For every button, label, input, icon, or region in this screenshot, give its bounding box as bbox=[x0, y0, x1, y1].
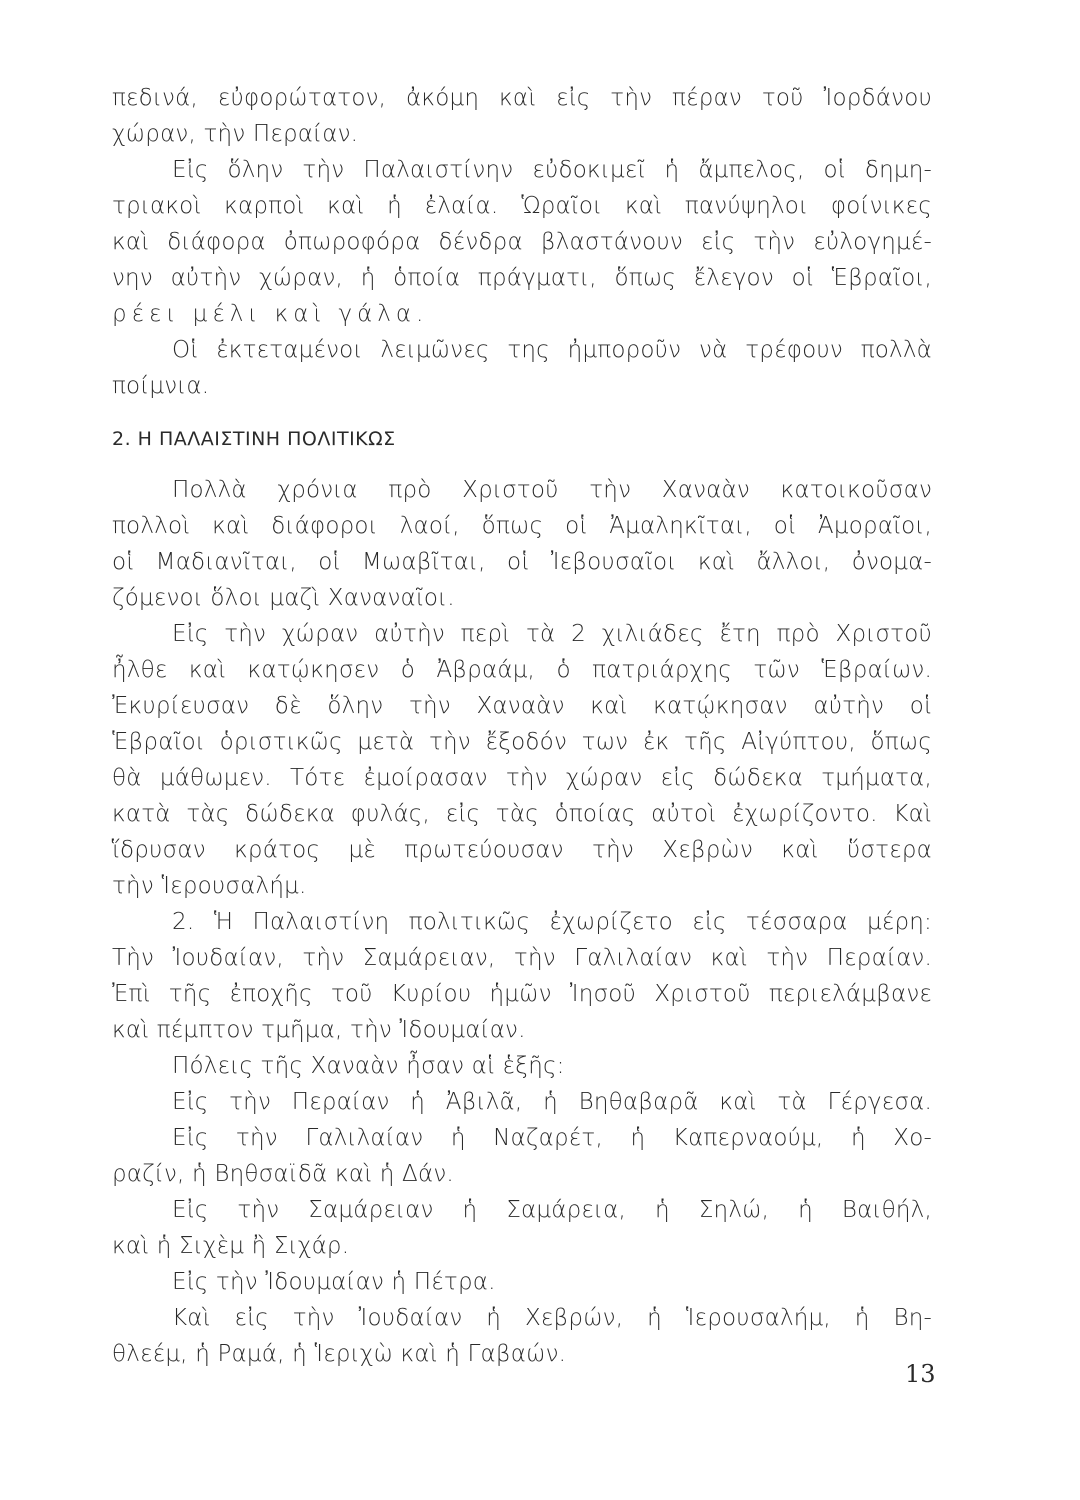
text-line: καὶ ἡ Σιχὲμ ἢ Σιχάρ. bbox=[112, 1233, 350, 1259]
text-line: 2. Ἡ Παλαιστίνη πολιτικῶς ἐχωρίζετο εἰς τέσσαρα μέρη: bbox=[172, 909, 932, 935]
text-line: ρέει μέλι καὶ γάλα. bbox=[112, 301, 429, 327]
text-line: Εἰς ὅλην τὴν Παλαιστίνην εὐδοκιμεῖ ἡ ἄμπελος, οἱ δημη- bbox=[172, 157, 932, 183]
text-line: πολλοὶ καὶ διάφοροι λαοί, ὅπως οἱ Ἀμαληκῖται, οἱ Ἀμοραῖοι, bbox=[112, 513, 932, 539]
text-line: Εἰς τὴν Περαίαν ἡ Ἀβιλᾶ, ἡ Βηθαβαρᾶ καὶ τὰ Γέργεσα. bbox=[172, 1089, 932, 1115]
text-line: κατὰ τὰς δώδεκα φυλάς, εἰς τὰς ὁποίας αὐτοὶ ἐχωρίζοντο. Καὶ bbox=[112, 801, 932, 827]
text-line: Πόλεις τῆς Χαναὰν ἦσαν αἱ ἑξῆς: bbox=[172, 1053, 565, 1079]
text-line: Καὶ εἰς τὴν Ἰουδαίαν ἡ Χεβρών, ἡ Ἱερουσαλήμ, ἡ Βη- bbox=[172, 1305, 932, 1331]
text-line: Οἱ ἐκτεταμένοι λειμῶνες της ἠμποροῦν νὰ τρέφουν πολλὰ bbox=[172, 337, 932, 363]
text-line: Πολλὰ χρόνια πρὸ Χριστοῦ τὴν Χαναὰν κατοικοῦσαν bbox=[172, 477, 932, 503]
text-line: θὰ μάθωμεν. Τότε ἐμοίρασαν τὴν χώραν εἰς δώδεκα τμήματα, bbox=[112, 765, 932, 791]
text-line: πεδινά, εὐφορώτατον, ἀκόμη καὶ εἰς τὴν πέραν τοῦ Ἰορδάνου bbox=[112, 85, 932, 111]
text-line: ζόμενοι ὅλοι μαζὶ Χαναναῖοι. bbox=[112, 585, 455, 611]
text-line: ραζίν, ἡ Βηθσαϊδᾶ καὶ ἡ Δάν. bbox=[112, 1161, 454, 1187]
text-line: Ἑβραῖοι ὁριστικῶς μετὰ τὴν ἔξοδόν των ἐκ τῆς Αἰγύπτου, ὅπως bbox=[112, 729, 932, 755]
text-line: καὶ πέμπτον τμῆμα, τὴν Ἰδουμαίαν. bbox=[112, 1017, 526, 1043]
text-line: Ἐπὶ τῆς ἐποχῆς τοῦ Κυρίου ἡμῶν Ἰησοῦ Χριστοῦ περιελάμβανε bbox=[112, 981, 932, 1007]
text-line: νην αὐτὴν χώραν, ἡ ὁποία πράγματι, ὅπως ἔλεγον οἱ Ἑβραῖοι, bbox=[112, 265, 932, 291]
text-line: τριακοὶ καρποὶ καὶ ἡ ἐλαία. Ὡραῖοι καὶ πανύψηλοι φοίνικες bbox=[112, 193, 932, 219]
text-line: τὴν Ἱερουσαλήμ. bbox=[112, 873, 307, 899]
text-line: Εἰς τὴν Σαμάρειαν ἡ Σαμάρεια, ἡ Σηλώ, ἡ Βαιθήλ, bbox=[172, 1197, 932, 1223]
text-line: Τὴν Ἰουδαίαν, τὴν Σαμάρειαν, τὴν Γαλιλαίαν καὶ τὴν Περαίαν. bbox=[112, 945, 932, 971]
text-line: Εἰς τὴν Γαλιλαίαν ἡ Ναζαρέτ, ἡ Καπερναούμ, ἡ Χο- bbox=[172, 1125, 932, 1151]
text-line: ποίμνια. bbox=[112, 373, 210, 399]
text-line: Εἰς τὴν χώραν αὐτὴν περὶ τὰ 2 χιλιάδες ἔτη πρὸ Χριστοῦ bbox=[172, 621, 932, 647]
text-line: θλεέμ, ἡ Ραμά, ἡ Ἱεριχὼ καὶ ἡ Γαβαών. bbox=[112, 1341, 567, 1367]
text-line: Εἰς τὴν Ἰδουμαίαν ἡ Πέτρα. bbox=[172, 1269, 496, 1295]
section-heading: 2. Η ΠΑΛΑΙΣΤΙΝΗ ΠΟΛΙΤΙΚΩΣ bbox=[112, 428, 396, 450]
page-number: 13 bbox=[905, 1360, 936, 1388]
text-line: ἦλθε καὶ κατῴκησεν ὁ Ἀβραάμ, ὁ πατριάρχης τῶν Ἑβραίων. bbox=[112, 657, 932, 683]
text-line: ἵδρυσαν κράτος μὲ πρωτεύουσαν τὴν Χεβρὼν καὶ ὕστερα bbox=[112, 837, 932, 863]
text-line: Ἐκυρίευσαν δὲ ὅλην τὴν Χαναὰν καὶ κατῴκησαν αὐτὴν οἱ bbox=[112, 693, 932, 719]
text-line: οἱ Μαδιανῖται, οἱ Μωαβῖται, οἱ Ἰεβουσαῖοι καὶ ἄλλοι, ὀνομα- bbox=[112, 549, 932, 575]
text-line: καὶ διάφορα ὀπωροφόρα δένδρα βλαστάνουν εἰς τὴν εὐλογημέ- bbox=[112, 229, 932, 255]
text-line: χώραν, τὴν Περαίαν. bbox=[112, 121, 359, 147]
